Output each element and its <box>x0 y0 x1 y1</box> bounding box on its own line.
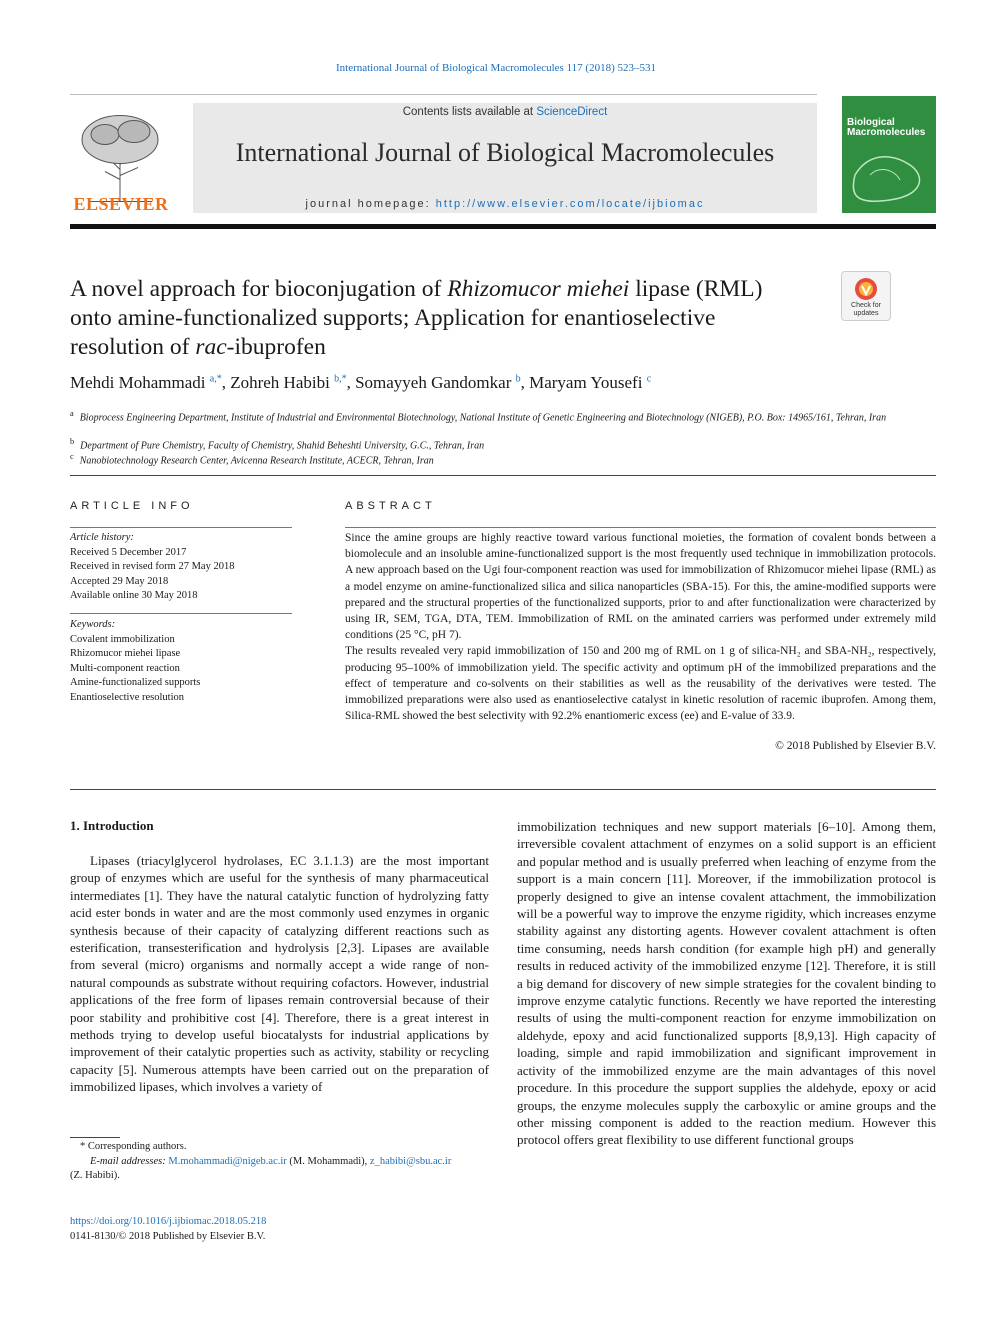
footnote <box>70 1140 490 1184</box>
cover-illustration <box>850 145 928 205</box>
article-info-rule <box>70 527 292 528</box>
journal-homepage <box>193 198 817 210</box>
author-mark[interactable]: b,* <box>334 373 347 385</box>
affiliations-rule <box>70 475 936 476</box>
keywords-label: Keywords: <box>70 619 116 630</box>
history-item: Received in revised form 27 May 2018 <box>70 561 235 572</box>
title-part: A novel approach for bioconjugation of <box>70 276 448 302</box>
intro-left-column <box>70 852 489 1096</box>
affiliation-mark: c <box>70 452 74 461</box>
article-info-heading: ARTICLE INFO <box>70 500 194 512</box>
intro-paragraph: immobilization techniques and new support materials [6–10]. Among them, irreversible covalent attachment of enzymes on a solid support is an efficient and popular method and is usually preferred when leaching of enzyme from the support is a main concern [11]. Moreover, if the immobilization protocol is properly designed to give an intense covalent attachment, the immobilization will be a powerful way to improve the enzyme rigidity, which increases enzyme stability against any distorting agents. However covalent attachment is often time consuming, needs harsh condition (for example high pH) and generally results in reduced activity of the immobilized enzyme [12]. Therefore, it is still a big demand for discovery of new simple strategies for the covalent binding to improve enzyme catalytic functions. Recently we have reported the interesting results of using the multi-component reaction for enzyme immobilization on aldehyde, epoxy and acid functionalized supports [8,9,13]. High capacity of loading, simple and rapid immobilization and significant improvement in activity of the immobilized enzyme are the main advantages of this novel procedure. In this procedure the support supplies the aldehyde, epoxy or acid groups, the enzyme molecules supply the carboxylic or amine groups and the other missing component is added to the reaction medium. However this protocol offers great flexibility to use different functional groups <box>517 819 936 1148</box>
header-top-rule <box>70 94 817 95</box>
keyword[interactable]: Covalent immobilization <box>70 633 175 645</box>
history-item: Received 5 December 2017 <box>70 546 187 558</box>
abstract-copyright: © 2018 Published by Elsevier B.V. <box>775 740 936 752</box>
doi-block <box>70 1215 266 1244</box>
abstract-heading: ABSTRACT <box>345 500 436 512</box>
title-part: lipase (RML) onto amine-functionalized supports; Application for enantioselective resolution of <box>70 276 763 360</box>
keyword[interactable]: Enantioselective resolution <box>70 691 185 703</box>
author-mark[interactable]: a,* <box>209 373 222 385</box>
history-item: Accepted 29 May 2018 <box>70 575 169 587</box>
homepage-label: journal homepage: <box>305 198 436 210</box>
title-species: Rhizomucor miehei <box>447 276 630 302</box>
abstract-rule <box>345 527 936 528</box>
title-rac: rac <box>195 334 227 360</box>
author-mark[interactable]: b <box>515 373 521 385</box>
header-bottom-rule <box>70 224 936 229</box>
affiliation-a <box>70 407 936 424</box>
elsevier-wordmark: ELSEVIER <box>73 194 169 214</box>
corresponding-note: * Corresponding authors. <box>80 1141 187 1152</box>
issn-line: 0141-8130/© 2018 Published by Elsevier B.V. <box>70 1230 266 1242</box>
cover-title: Biological Macromolecules <box>847 117 926 138</box>
affiliation-c <box>70 450 936 467</box>
author[interactable]: Mehdi Mohammadi <box>70 373 206 392</box>
author-mark[interactable]: c <box>646 373 652 385</box>
email-link[interactable]: M.mohammadi@nigeb.ac.ir <box>168 1155 287 1167</box>
homepage-link[interactable]: http://www.elsevier.com/locate/ijbiomac <box>435 198 705 210</box>
email-link[interactable]: z_habibi@sbu.ac.ir <box>369 1155 452 1167</box>
author-list: Mehdi Mohammadi $^{a,*}$, Zohreh Habibi $^{b,*}$, Somayyeh Gandomkar $^b$, Maryam Yousefi $^c$ <box>70 373 652 392</box>
author[interactable]: Zohreh Habibi <box>230 373 330 392</box>
journal-citation[interactable]: International Journal of Biological Macromolecules 117 (2018) 523–531 <box>335 62 657 74</box>
doi-link[interactable]: https://doi.org/10.1016/j.ijbiomac.2018.05.218 <box>70 1216 267 1227</box>
abstract-paragraph: Since the amine groups are highly reactive toward various functional moieties, the formation of covalent bonds between a biomolecule and an insoluble amine-functionalized support is the most frequently used technique in immobilization protocols. A new approach based on the Ugi four-component reaction was used for immobilization of Rhizomucor miehei lipase (RML) as a model enzyme on amine-functionalized silica and silica nanoparticles (SBA-15). For this, the amine-modified supports were prepared and the structural properties of the functionalized supports, prior to and after functionalization were characterized by using IR, SEM, TGA, DTA, TEM. Immobilization of RML on the aminated carriers was performed under extremely mild conditions (25 °C, pH 7). <box>345 532 936 642</box>
contents-prefix: Contents lists available at <box>402 106 537 118</box>
footnote-rule <box>70 1137 120 1138</box>
sciencedirect-link[interactable]: ScienceDirect <box>536 106 608 118</box>
title-part: -ibuprofen <box>226 334 326 360</box>
affiliation-text: Bioprocess Engineering Department, Institute of Industrial and Environmental Biotechnology, National Institute of Genetic Engineering and Biotechnology (NIGEB), P.O. Box: 14965/161, Tehran, Iran <box>79 412 887 424</box>
affiliation-mark: b <box>70 437 75 446</box>
article-title <box>70 275 810 362</box>
author[interactable]: Maryam Yousefi <box>529 373 643 392</box>
check-updates-label: Check for updates <box>851 302 881 317</box>
history-label: Article history: <box>70 532 134 543</box>
journal-title: International Journal of Biological Macromolecules <box>235 138 775 167</box>
keyword[interactable]: Rhizomucor miehei lipase <box>70 648 181 659</box>
email-owner: (Z. Habibi). <box>70 1170 120 1181</box>
affiliation-text: Department of Pure Chemistry, Faculty of Chemistry, Shahid Beheshti University, G.C., Tehran, Iran <box>80 440 485 452</box>
check-for-updates-badge[interactable] <box>841 271 891 321</box>
abstract-paragraph: The results revealed very rapid immobilization of 150 and 200 mg of RML on 1 g of silica-NH₂ and SBA-NH₂, respectively, producing 95–100% of immobilization yield. The specific activity and optimum pH of the immobilized preparations and the effect of temperature and co-solvents on their stabilities as well as the reusability of the derivatives were tested. The immobilized preparations were also used as enantioselective catalyst in kinetic resolution of racemic ibuprofen. Among them, Silica-RML showed the best selectivity with 92.2% enantiomeric excess (ee) and E-value of 33.9. <box>345 645 936 723</box>
intro-paragraph: Lipases (triacylglycerol hydrolases, EC 3.1.1.3) are the most important group of enzymes which are useful for the synthesis of many pharmaceutical intermediates [1]. They have the natural catalytic function of hydrolyzing fatty acid ester bonds in water and are the most commonly used enzymes in organic synthesis because of their capacity of catalyzing different reactions such as esterification, transesterification and hydrolysis [2,3]. Lipases are available from several (micro) organisms and normally accept a wide range of non-natural compounds as substrate without requiring cofactors. However, industrial applications of the free form of lipases remain controversial because of their poor stability and prohibitive cost [4]. Therefore, there is a great interest in methods trying to develop useful biocatalysts for industrial applications by improvement of their catalytic properties such as activity, stability or recycling capacity [5]. Numerous attempts have been carried out on the preparation of immobilized lipases, which involves a variety of <box>70 853 489 1095</box>
keyword[interactable]: Amine-functionalized supports <box>70 677 201 688</box>
keyword[interactable]: Multi-component reaction <box>70 662 180 674</box>
keywords <box>70 618 292 705</box>
history-item: Available online 30 May 2018 <box>70 590 198 601</box>
abstract-body <box>345 530 936 724</box>
affiliation-text: Nanobiotechnology Research Center, Avicenna Research Institute, ACECR, Tehran, Iran <box>79 455 434 467</box>
email-owner: (M. Mohammadi), <box>286 1155 370 1167</box>
author[interactable]: Somayyeh Gandomkar <box>355 373 512 392</box>
email-label: E-mail addresses: <box>90 1155 169 1167</box>
introduction-heading: 1. Introduction <box>70 818 154 833</box>
affiliation-mark: a <box>70 409 74 418</box>
article-history <box>70 531 292 604</box>
keywords-rule <box>70 613 292 614</box>
intro-right-column <box>517 818 936 1149</box>
abstract-bottom-rule <box>70 789 936 790</box>
contents-line <box>193 106 817 118</box>
